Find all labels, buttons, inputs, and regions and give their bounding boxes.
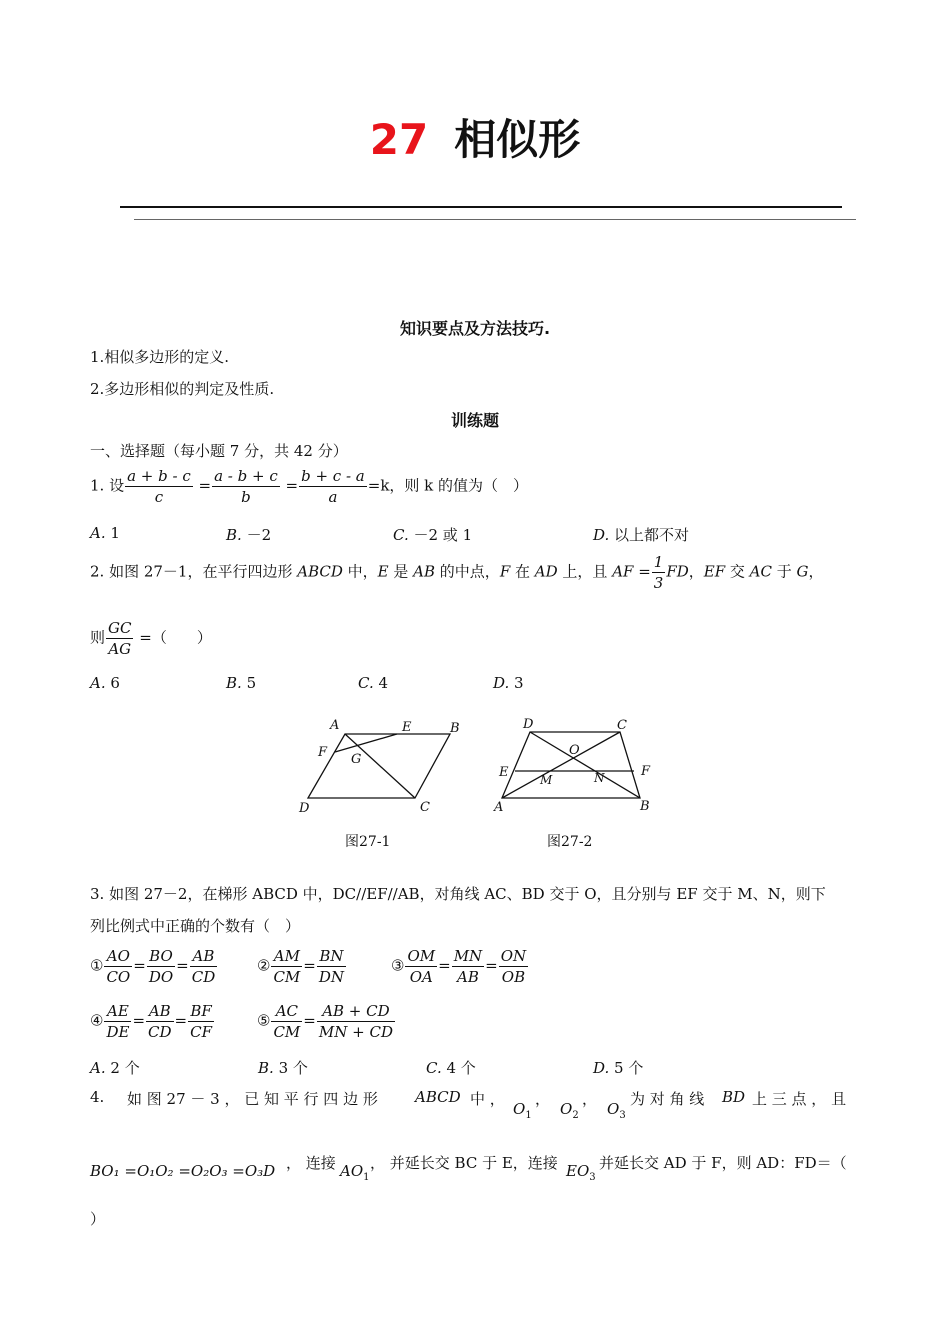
diagonal-ac [502, 732, 620, 798]
question-4-close: ） [90, 1210, 106, 1228]
q3-option-c: C. 4 个 [426, 1059, 476, 1077]
q3-ratio-row-1 [90, 946, 790, 994]
title-rule-thin [134, 219, 856, 220]
q2-options [90, 674, 590, 696]
q3-ratio-3: ③ $\frac{OM}{OA}$ = $\frac{MN}{AB}$ = $\frac{ON}{OB}$ [391, 947, 527, 986]
q1-option-b: B. －2 [226, 526, 272, 544]
chapter-title: 相似形 [454, 115, 581, 164]
fig1-label-g: G [351, 752, 362, 767]
segment-ef [335, 734, 397, 752]
page-title [0, 110, 950, 170]
section-heading-knowledge: 知识要点及方法技巧. [399, 319, 551, 338]
q3-ratio-4: ④ $\frac{AE}{DE}$ = $\frac{AB}{CD}$ = $\frac{BF}{CF}$ [90, 1002, 212, 1041]
question-3-line-2: 列比例式中正确的个数有（ ） [90, 917, 301, 935]
title-rule-thick [120, 206, 842, 208]
fig2-label-c: C [617, 718, 627, 733]
chapter-number: 27 [369, 115, 429, 164]
q2-option-c: C. 4 [358, 674, 389, 692]
q2-option-d: D. 3 [493, 674, 524, 692]
fig1-label-d: D [299, 801, 310, 816]
fig1-label-a: A [330, 718, 340, 733]
q1-option-d: D. 以上都不对 [593, 526, 690, 544]
fig2-label-o: O [569, 743, 580, 758]
fig2-label-f: F [641, 764, 651, 779]
question-4-line-2: BO₁ =O₁O₂ =O₂O₃ =O₃D ， 连接 $AO_1$ ， 并延长交 BC 于 E，连接 $EO_3$ 并延长交 AD 于 F，则 AD：FD＝（ [90, 1154, 847, 1183]
q3-option-a: A. 2 个 [90, 1059, 140, 1077]
question-1: 1. 设 $\frac{a + b - c}{c}$ = $\frac{a - b + c}{b}$ = $\frac{b + c - a}{a}$ =k，则 k 的值为（ ） [90, 467, 529, 506]
q1-fraction-3: $\frac{b + c - a}{a}$ [301, 467, 365, 506]
q1-options [90, 524, 790, 546]
fig1-label-c: C [420, 800, 430, 815]
q2-option-a: A. 6 [90, 674, 120, 692]
fig2-label-n: N [594, 771, 605, 785]
question-2-line-2: 则 $\frac{GC}{AG}$ =（ ） [90, 619, 212, 658]
question-4-line-1: 4. 如 图 27 － 3 ， 已 知 平 行 四 边 形 ABCD 中 ， $O_1$ ， $O_2$ ， $O_3$ 为 对 角 线 BD 上 三 点 ， 且 [90, 1088, 847, 1121]
q2-option-b: B. 5 [226, 674, 257, 692]
figures-27-1-27-2 [290, 712, 690, 854]
q3-ratio-1: ① $\frac{AO}{CO}$ = $\frac{BO}{DO}$ = $\frac{AB}{CD}$ [90, 947, 216, 986]
q3-ratio-row-2 [90, 1001, 790, 1049]
q1-fraction-1: $\frac{a + b - c}{c}$ [127, 467, 191, 506]
q2-fraction-gc-ag: $\frac{GC}{AG}$ [108, 619, 132, 658]
q3-ratio-5: ⑤ $\frac{AC}{CM}$ = $\frac{AB + CD}{MN + CD}$ [257, 1002, 393, 1041]
q1-option-a: A. 1 [90, 524, 120, 542]
fig1-label-f: F [318, 745, 328, 760]
knowledge-item-1: 1.相似多边形的定义. [90, 348, 230, 366]
q1-option-c: C. －2 或 1 [393, 526, 473, 544]
fig1-caption: 图27-1 [345, 834, 391, 850]
trapezoid-abcd [502, 732, 640, 798]
q3-ratio-2: ② $\frac{AM}{CM}$ = $\frac{BN}{DN}$ [257, 947, 345, 986]
question-3-line-1: 3. 如图 27－2，在梯形 ABCD 中，DC//EF//AB，对角线 AC、BD 交于 O，且分别与 EF 交于 M、N，则下 [90, 885, 826, 903]
q3-option-b: B. 3 个 [258, 1059, 308, 1077]
exercise-subheading: 一、选择题（每小题 7 分，共 42 分） [90, 442, 348, 460]
fig2-label-e: E [499, 765, 509, 780]
fig2-label-a: A [494, 800, 504, 815]
figure-27-1 [298, 718, 460, 850]
figure-27-2 [493, 717, 651, 850]
q2-fraction-third: $\frac{1}{3}$ [653, 553, 664, 592]
q3-options [90, 1057, 790, 1079]
fig2-label-d: D [523, 717, 534, 732]
fig2-label-b: B [640, 799, 650, 814]
q3-option-d: D. 5 个 [593, 1059, 644, 1077]
knowledge-item-2: 2.多边形相似的判定及性质. [90, 380, 275, 398]
question-2-line-1: 2. 如图 27－1，在平行四边形 ABCD 中，E 是 AB 的中点，F 在 AD 上，且 AF = $\frac{1}{3}$ FD，EF 交 AC 于 G， [90, 553, 824, 592]
parallelogram-abcd [308, 734, 450, 798]
fig2-label-m: M [540, 773, 553, 787]
fig1-label-b: B [450, 721, 460, 736]
section-heading-exercises: 训练题 [450, 411, 499, 430]
q1-prefix: 1. 设 [90, 476, 125, 495]
q1-tail: =k，则 k 的值为（ ） [367, 476, 529, 495]
fig1-label-e: E [402, 720, 412, 735]
q1-fraction-2: $\frac{a - b + c}{b}$ [214, 467, 278, 506]
fig2-caption: 图27-2 [547, 834, 593, 850]
